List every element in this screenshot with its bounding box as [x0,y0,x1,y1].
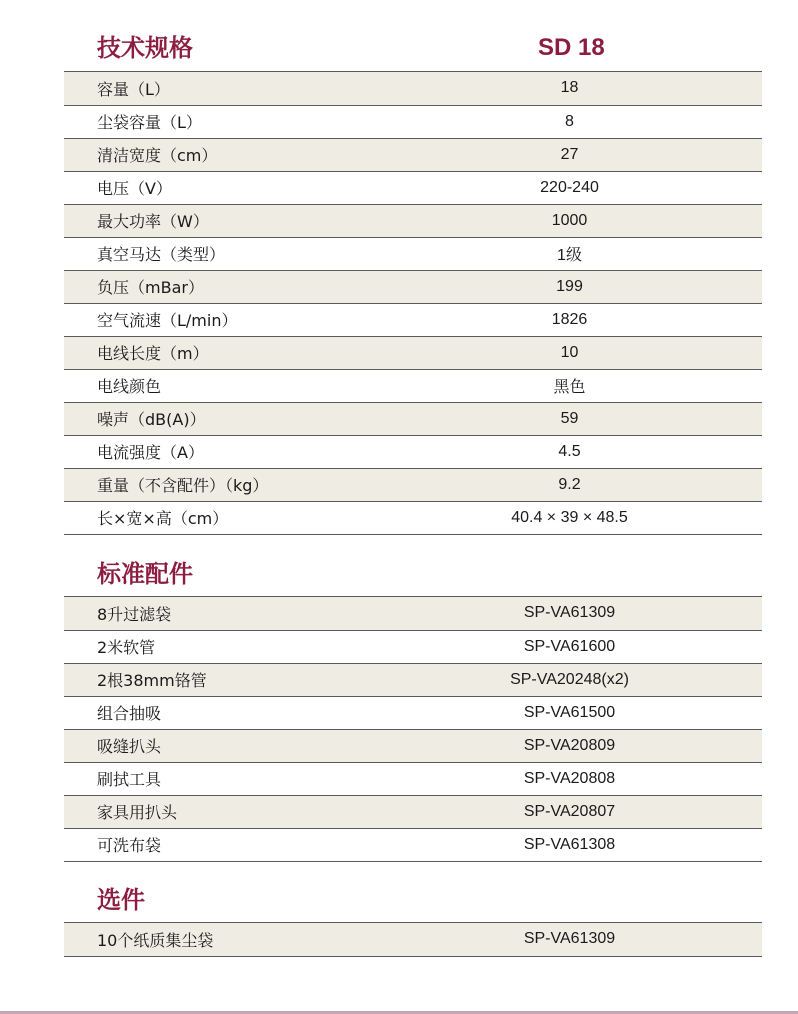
options-title: 选件 [97,886,145,914]
row-value: 黑色 [457,369,762,402]
table-row [64,597,762,630]
row-value: SP-VA61500 [457,696,762,729]
table-row [64,72,762,105]
row-value: SP-VA61600 [457,630,762,663]
table-row [64,762,762,795]
table-row [64,663,762,696]
specs-table [64,72,762,535]
row-label: 电线颜色 [64,369,457,402]
row-value: 10 [457,336,762,369]
row-label: 空气流速（L/min） [64,303,457,336]
table-row [64,923,762,956]
table-row [64,204,762,237]
table-row [64,402,762,435]
table-row [64,171,762,204]
row-value: 8 [457,105,762,138]
row-value: SP-VA20809 [457,729,762,762]
table-row [64,336,762,369]
row-value: 1000 [457,204,762,237]
row-label: 噪声（dB(A)） [64,402,457,435]
row-value: 1级 [457,237,762,270]
row-value: 27 [457,138,762,171]
row-value: SP-VA61309 [457,597,762,630]
table-row [64,468,762,501]
table-row [64,270,762,303]
row-value: SP-VA20248(x2) [457,663,762,696]
row-label: 刷拭工具 [64,762,457,795]
row-value: 18 [457,72,762,105]
row-label: 吸缝扒头 [64,729,457,762]
row-label: 最大功率（W） [64,204,457,237]
row-label: 组合抽吸 [64,696,457,729]
row-value: 199 [457,270,762,303]
row-label: 尘袋容量（L） [64,105,457,138]
row-value: 220-240 [457,171,762,204]
accessories-table [64,597,762,862]
row-value: SP-VA61308 [457,828,762,861]
table-row [64,501,762,534]
row-label: 家具用扒头 [64,795,457,828]
table-row [64,237,762,270]
table-row [64,729,762,762]
row-label: 10个纸质集尘袋 [64,923,457,956]
row-label: 负压（mBar） [64,270,457,303]
table-row [64,795,762,828]
specs-title: 技术规格 [97,34,193,62]
table-row [64,369,762,402]
row-value: SP-VA20808 [457,762,762,795]
row-label: 2米软管 [64,630,457,663]
options-table [64,923,762,957]
row-label: 可洗布袋 [64,828,457,861]
row-label: 重量（不含配件）（kg） [64,468,457,501]
row-label: 长×宽×高（cm） [64,501,457,534]
row-value: 9.2 [457,468,762,501]
row-label: 2根38mm铬管 [64,663,457,696]
table-row [64,828,762,861]
row-label: 电线长度（m） [64,336,457,369]
row-value: SP-VA61309 [457,923,762,956]
accessories-title: 标准配件 [97,560,193,588]
table-row [64,435,762,468]
model-title: SD 18 [538,34,605,61]
row-label: 8升过滤袋 [64,597,457,630]
table-row [64,105,762,138]
row-label: 清洁宽度（cm） [64,138,457,171]
table-row [64,630,762,663]
row-label: 电压（V） [64,171,457,204]
row-value: 1826 [457,303,762,336]
table-row [64,696,762,729]
row-value: 40.4 × 39 × 48.5 [457,501,762,534]
table-row [64,138,762,171]
row-label: 电流强度（A） [64,435,457,468]
row-label: 容量（L） [64,72,457,105]
table-row [64,303,762,336]
row-label: 真空马达（类型） [64,237,457,270]
row-value: 59 [457,402,762,435]
row-value: SP-VA20807 [457,795,762,828]
row-value: 4.5 [457,435,762,468]
